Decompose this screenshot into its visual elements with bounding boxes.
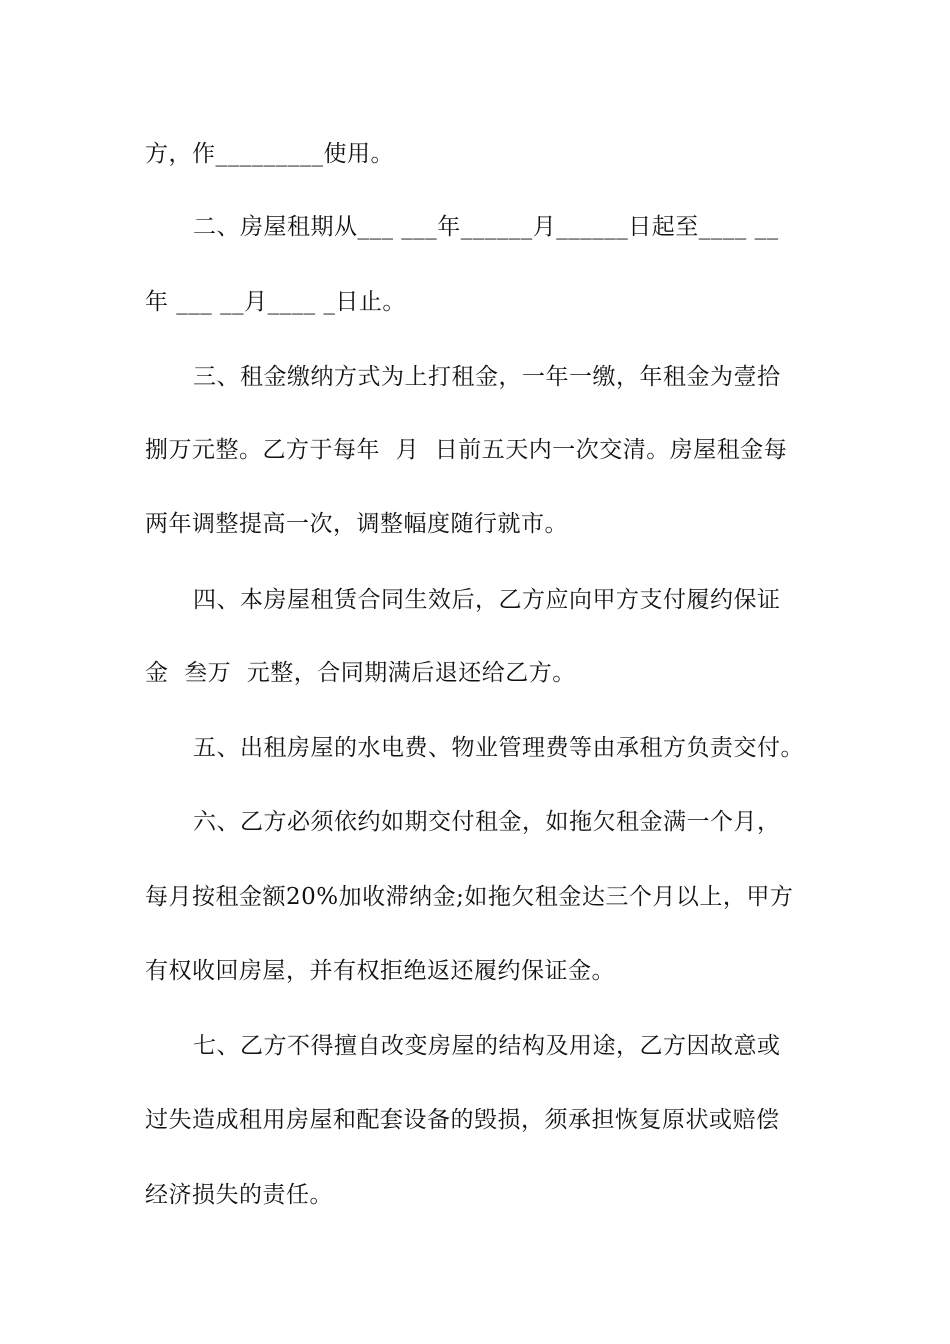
text-line: 方，作_________使用。 [145,141,394,167]
clause-6-line-2: 每月按租金额20%加收滞纳金;如拖欠租金达三个月以上，甲方 [145,884,794,910]
clause-5-line-1: 五、出租房屋的水电费、物业管理费等由承租方负责交付。 [193,735,804,761]
clause-4-line-2: 金 叁万 元整，合同期满后退还给乙方。 [145,660,576,686]
clause-3-line-3: 两年调整提高一次，调整幅度随行就市。 [145,511,568,537]
clause-7-line-2: 过失造成租用房屋和配套设备的毁损，须承担恢复原状或赔偿 [145,1107,780,1133]
clause-6-line-1: 六、乙方必须依约如期交付租金，如拖欠租金满一个月， [193,809,781,835]
clause-3-line-2: 捌万元整。乙方于每年 月 日前五天内一次交清。房屋租金每 [145,437,788,463]
clause-7-line-1: 七、乙方不得擅自改变房屋的结构及用途，乙方因故意或 [193,1033,781,1059]
clause-2-line-1: 二、房屋租期从___ ___年______月______日起至____ __ [193,214,779,240]
clause-3-line-1: 三、租金缴纳方式为上打租金，一年一缴，年租金为壹拾 [193,364,781,390]
clause-7-line-3: 经济损失的责任。 [145,1182,333,1208]
clause-6-line-3: 有权收回房屋，并有权拒绝返还履约保证金。 [145,958,615,984]
clause-2-line-2: 年 ___ __月____ _日止。 [145,289,406,315]
clause-4-line-1: 四、本房屋租赁合同生效后，乙方应向甲方支付履约保证 [193,587,781,613]
